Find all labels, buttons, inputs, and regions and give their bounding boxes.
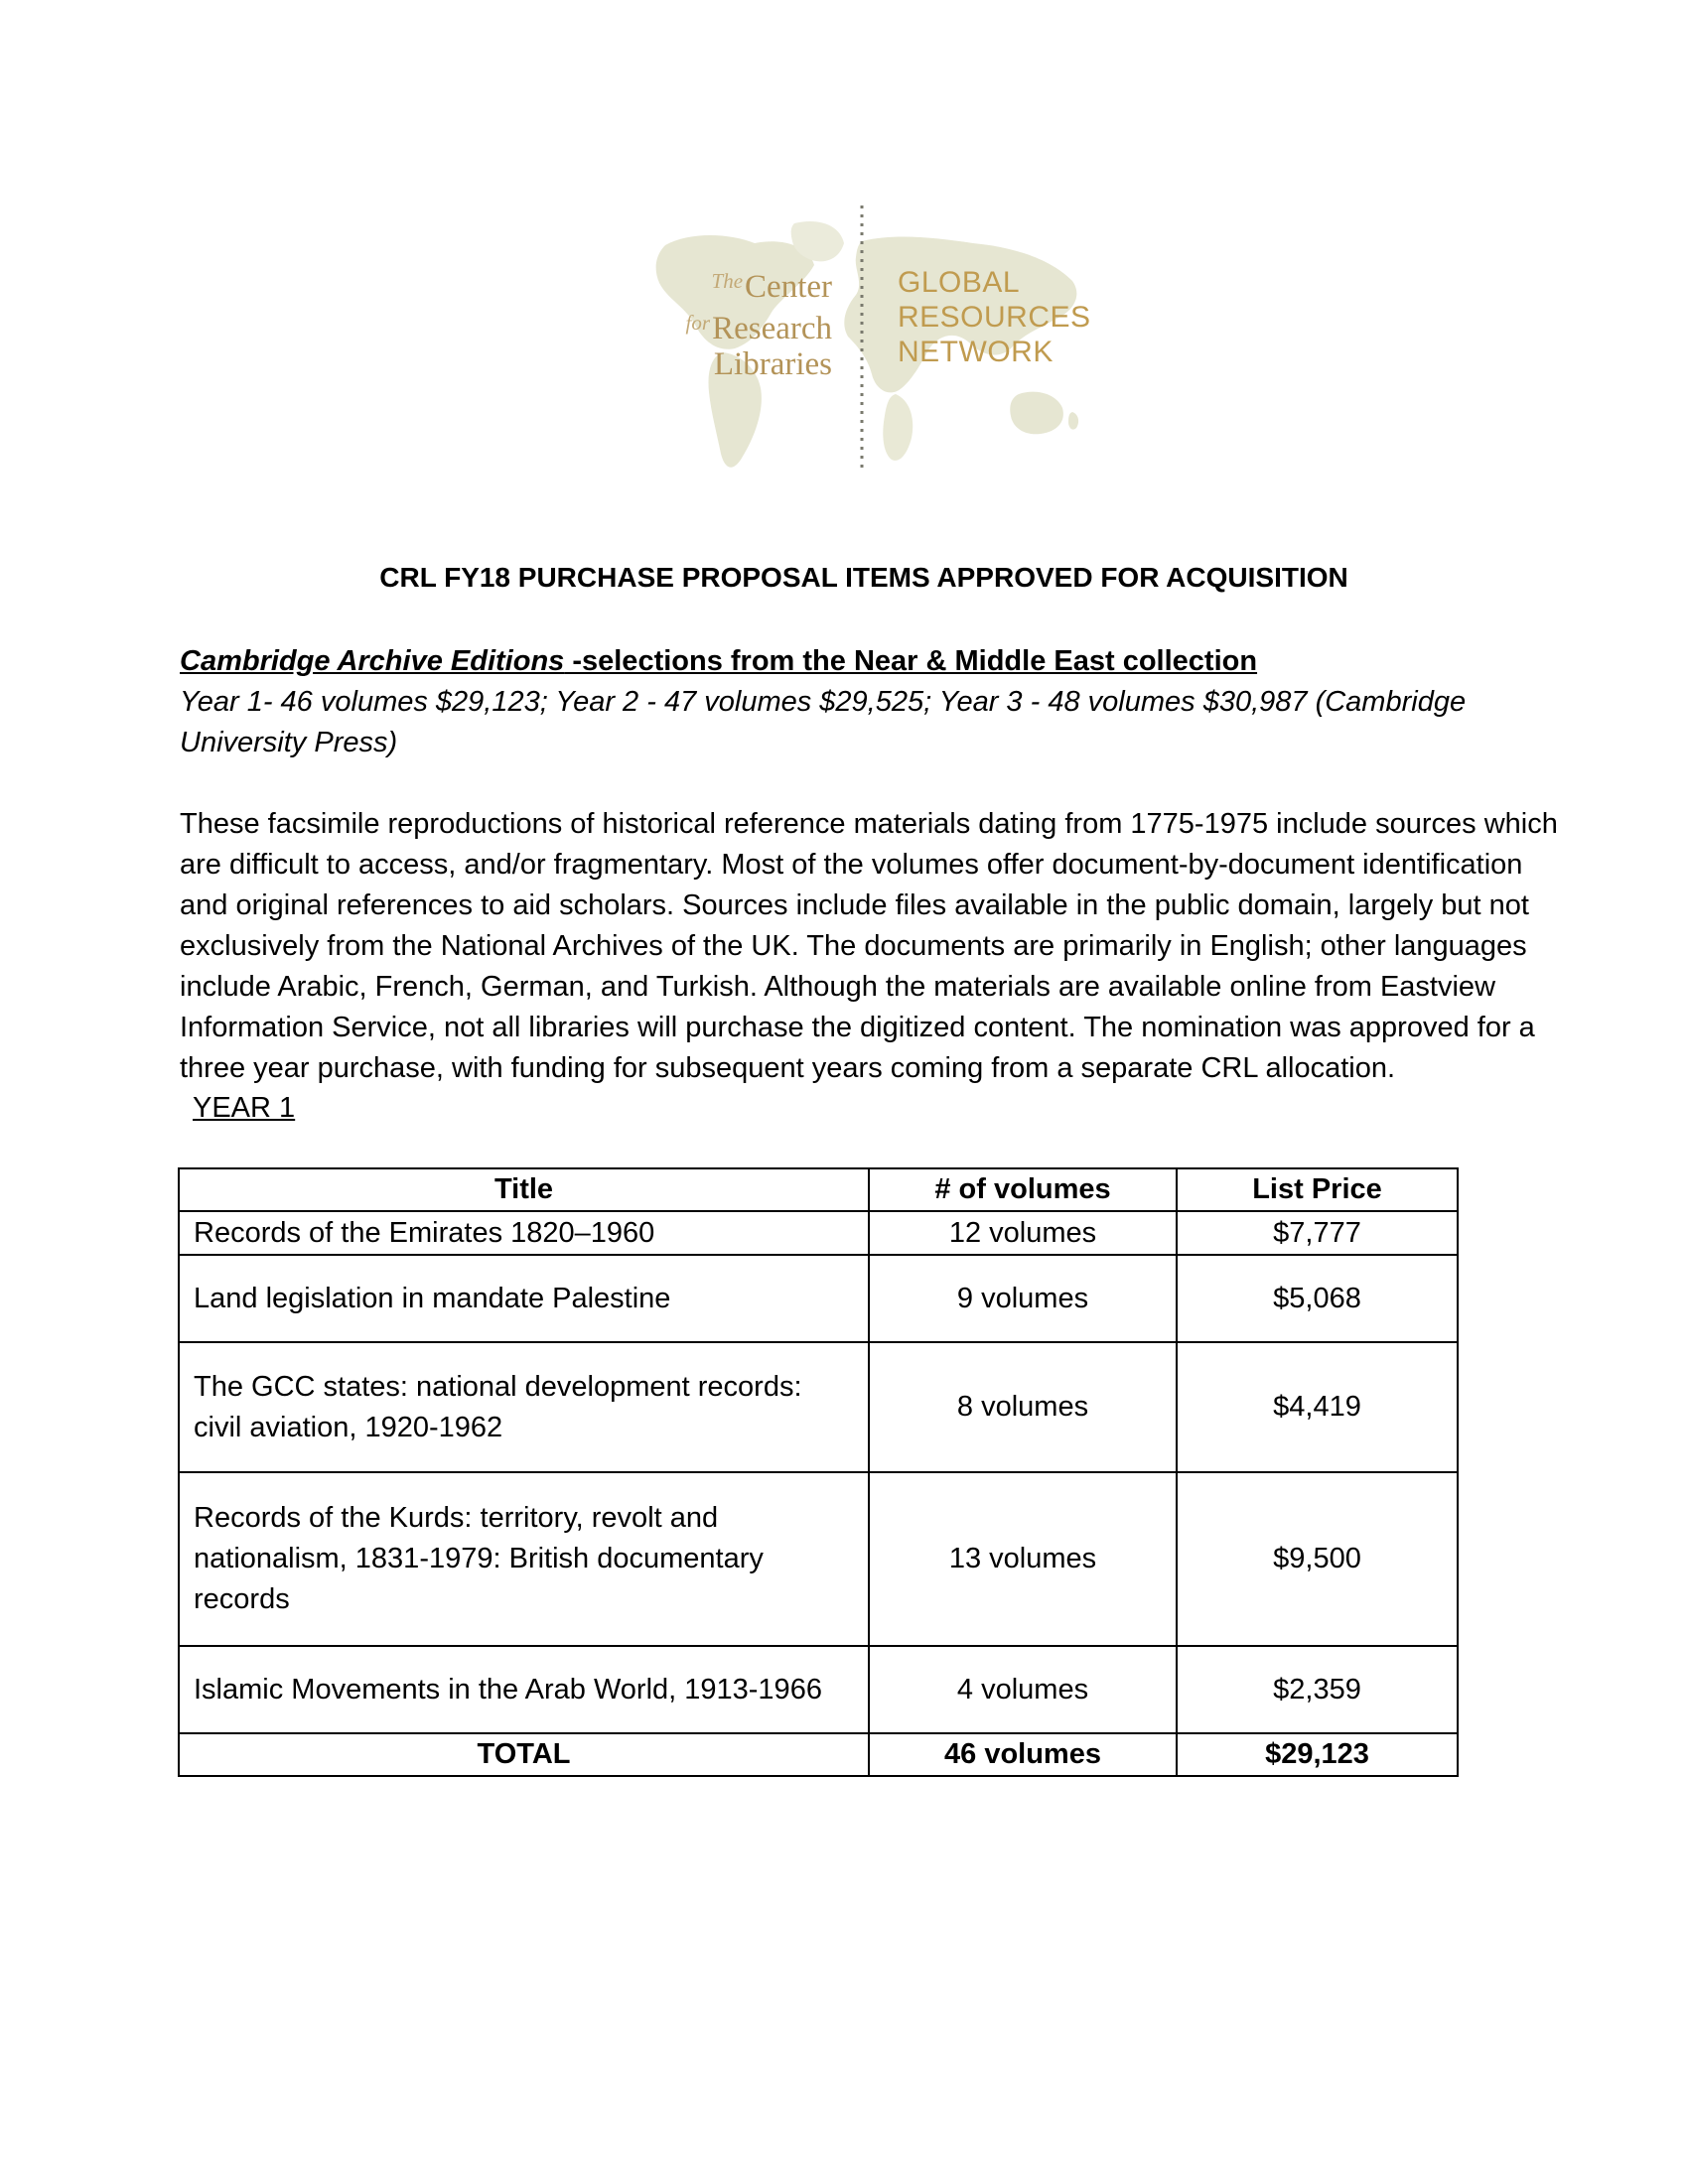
document-body: [180, 641, 1570, 1127]
row-volumes: 4 volumes: [869, 1646, 1177, 1733]
collection-pricing: Year 1- 46 volumes $29,123; Year 2 - 47 volumes $29,525; Year 3 - 48 volumes $30,987 (Cambridge University Press): [180, 686, 1467, 758]
year-label: YEAR 1: [193, 1092, 296, 1124]
header-list-price: List Price: [1177, 1168, 1458, 1211]
crl-grn-logo: [645, 204, 1092, 481]
row-price: $5,068: [1177, 1255, 1458, 1342]
row-price: $2,359: [1177, 1646, 1458, 1733]
logo-word-global: GLOBAL: [898, 266, 1021, 299]
table-row: [179, 1211, 1458, 1255]
logo-left-text: [645, 263, 832, 382]
logo-the-prefix: The: [711, 269, 744, 293]
logo-word-research: Research: [712, 311, 832, 346]
row-volumes: 12 volumes: [869, 1211, 1177, 1255]
row-title: Land legislation in mandate Palestine: [179, 1255, 869, 1342]
total-price: $29,123: [1177, 1733, 1458, 1776]
collection-description: These facsimile reproductions of historical reference materials dating from 1775-1975 include sources which are difficult to access, and/or fragmentary. Most of the volumes offer document-by-document identification and original references to aid scholars. Sources include files available in the public domain, largely but not exclusively from the National Archives of the UK. The documents are primarily in English; other languages include Arabic, French, German, and Turkish. Although the materials are available online from Eastview Information Service, not all libraries will purchase the digitized content. The nomination was approved for a three year purchase, with funding for subsequent years coming from a separate CRL allocation.: [180, 808, 1558, 1084]
table-row: [179, 1255, 1458, 1342]
total-label: TOTAL: [179, 1733, 869, 1776]
table-header-row: [179, 1168, 1458, 1211]
collection-subtitle: -selections from the Near & Middle East collection: [564, 645, 1258, 677]
table-row: [179, 1646, 1458, 1733]
row-title: The GCC states: national development records: civil aviation, 1920-1962: [179, 1342, 869, 1472]
acquisition-table: [178, 1167, 1459, 1777]
logo-right-text: [898, 265, 1091, 369]
header-title: Title: [179, 1168, 869, 1211]
header-volumes: # of volumes: [869, 1168, 1177, 1211]
total-volumes: 46 volumes: [869, 1733, 1177, 1776]
table-total-row: [179, 1733, 1458, 1776]
logo-word-center: Center: [745, 269, 832, 305]
row-volumes: 9 volumes: [869, 1255, 1177, 1342]
logo-for-prefix: for: [685, 311, 711, 335]
row-price: $4,419: [1177, 1342, 1458, 1472]
logo-word-libraries: Libraries: [713, 346, 832, 382]
logo-word-resources: RESOURCES: [898, 301, 1091, 334]
collection-title: [180, 641, 1570, 682]
page-title: CRL FY18 PURCHASE PROPOSAL ITEMS APPROVED FOR ACQUISITION: [379, 562, 1348, 593]
row-title: Records of the Emirates 1820–1960: [179, 1211, 869, 1255]
row-title: Records of the Kurds: territory, revolt and nationalism, 1831-1979: British documentary records: [179, 1472, 869, 1646]
table-row: [179, 1472, 1458, 1646]
row-price: $9,500: [1177, 1472, 1458, 1646]
row-volumes: 13 volumes: [869, 1472, 1177, 1646]
collection-name: Cambridge Archive Editions: [180, 645, 565, 677]
row-volumes: 8 volumes: [869, 1342, 1177, 1472]
row-price: $7,777: [1177, 1211, 1458, 1255]
table-row: [179, 1342, 1458, 1472]
logo-word-network: NETWORK: [898, 336, 1054, 368]
row-title: Islamic Movements in the Arab World, 1913-1966: [179, 1646, 869, 1733]
